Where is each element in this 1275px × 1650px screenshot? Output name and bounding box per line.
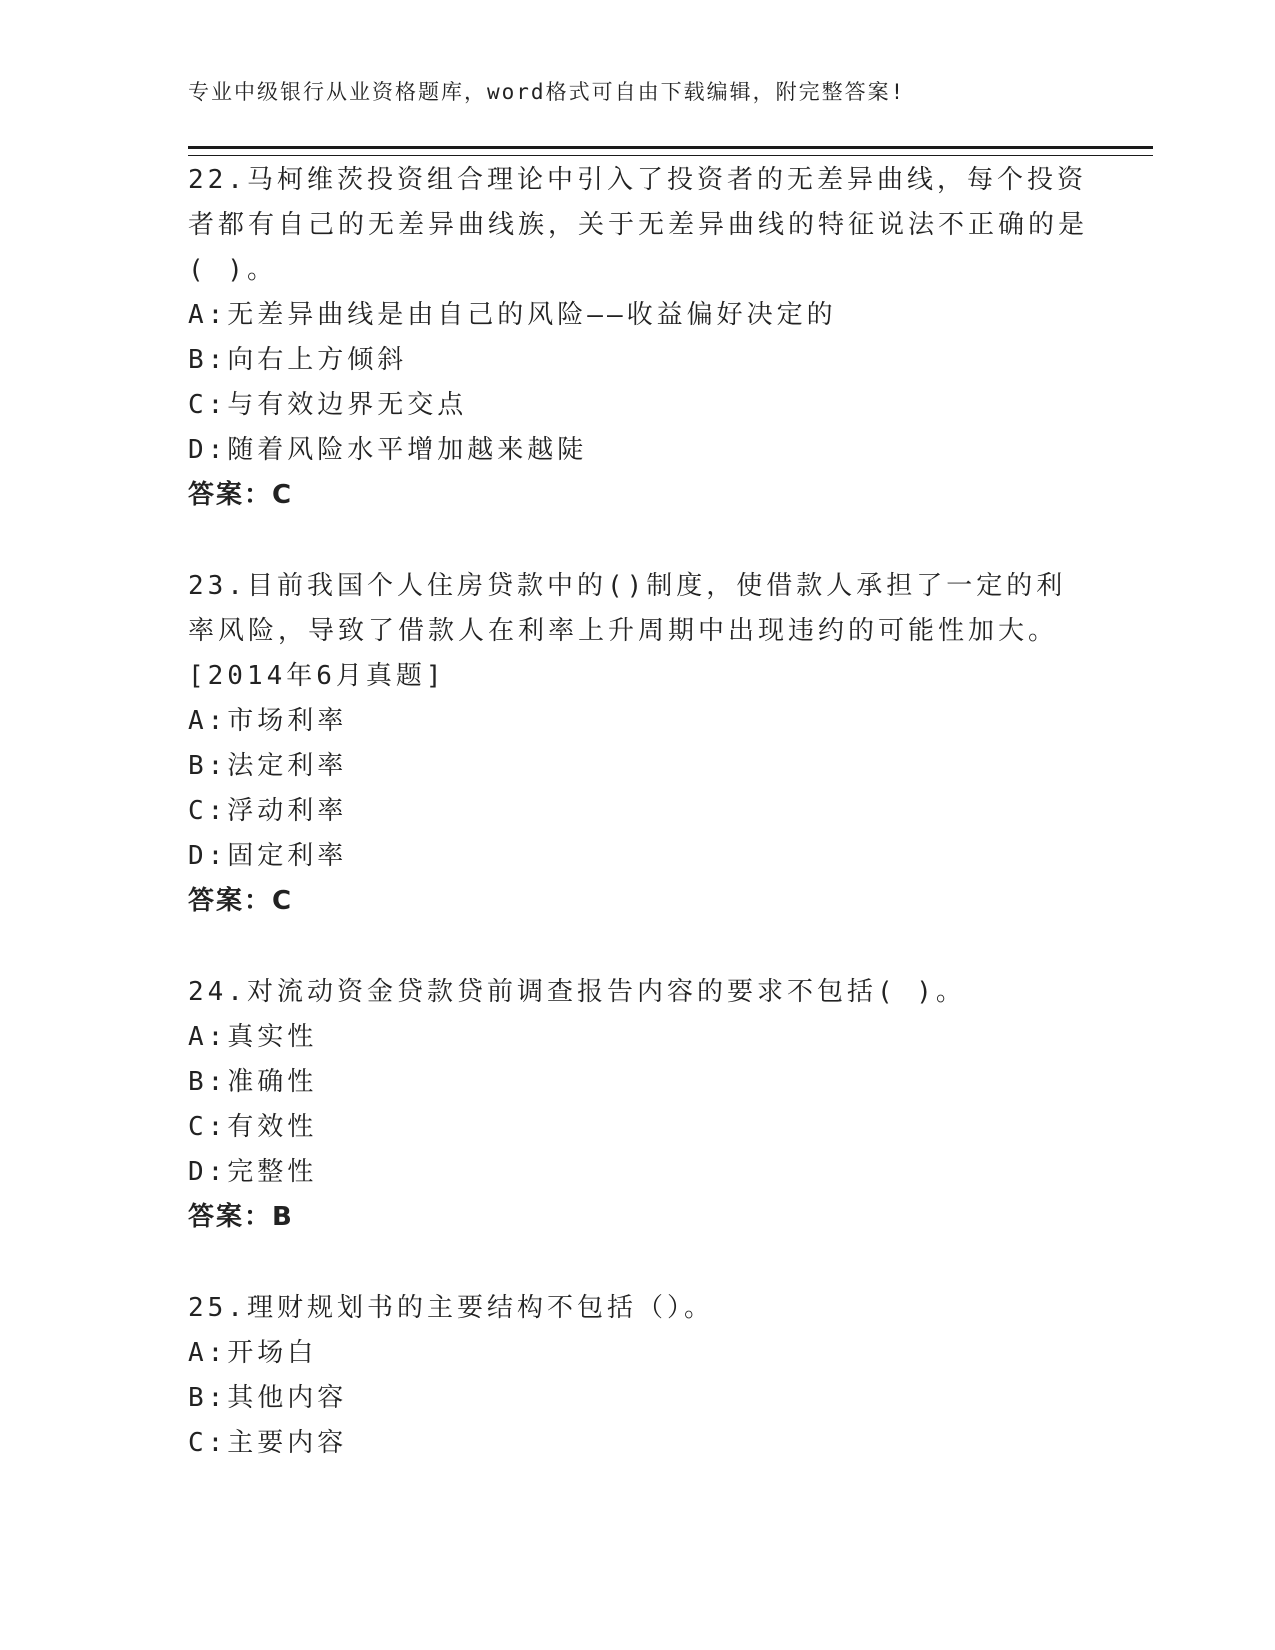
option-c: C:有效性 [188, 1112, 318, 1142]
answer: 答案：C [188, 886, 294, 916]
question-stem: 24.对流动资金贷款贷前调查报告内容的要求不包括( )。 [188, 977, 966, 1007]
page-header: 专业中级银行从业资格题库，word格式可自由下载编辑，附完整答案! [188, 80, 906, 104]
question-24 [188, 970, 1088, 1240]
option-a: A:市场利率 [188, 706, 348, 736]
question-22 [188, 158, 1088, 518]
answer: 答案：C [188, 480, 294, 510]
question-23 [188, 564, 1088, 924]
question-stem: 23.目前我国个人住房贷款中的()制度，使借款人承担了一定的利率风险，导致了借款人在利率上升周期中出现违约的可能性加大。[2014年6月真题] [188, 571, 1067, 691]
option-d: D:完整性 [188, 1157, 318, 1187]
option-b: B:法定利率 [188, 751, 348, 781]
option-b: B:向右上方倾斜 [188, 345, 408, 375]
option-a: A:真实性 [188, 1022, 318, 1052]
question-stem: 22.马柯维茨投资组合理论中引入了投资者的无差异曲线，每个投资者都有自己的无差异曲线族，关于无差异曲线的特征说法不正确的是( )。 [188, 165, 1089, 285]
option-a: A:无差异曲线是由自己的风险——收益偏好决定的 [188, 300, 837, 330]
option-d: D:随着风险水平增加越来越陡 [188, 435, 588, 465]
answer: 答案：B [188, 1202, 294, 1232]
option-d: D:固定利率 [188, 841, 348, 871]
option-b: B:其他内容 [188, 1383, 348, 1413]
question-25 [188, 1286, 1088, 1466]
question-list [188, 158, 1088, 1512]
option-a: A:开场白 [188, 1338, 318, 1368]
option-c: C:主要内容 [188, 1428, 348, 1458]
option-b: B:准确性 [188, 1067, 318, 1097]
question-stem: 25.理财规划书的主要结构不包括（）。 [188, 1293, 714, 1323]
option-c: C:与有效边界无交点 [188, 390, 468, 420]
header-divider [188, 146, 1153, 156]
option-c: C:浮动利率 [188, 796, 348, 826]
